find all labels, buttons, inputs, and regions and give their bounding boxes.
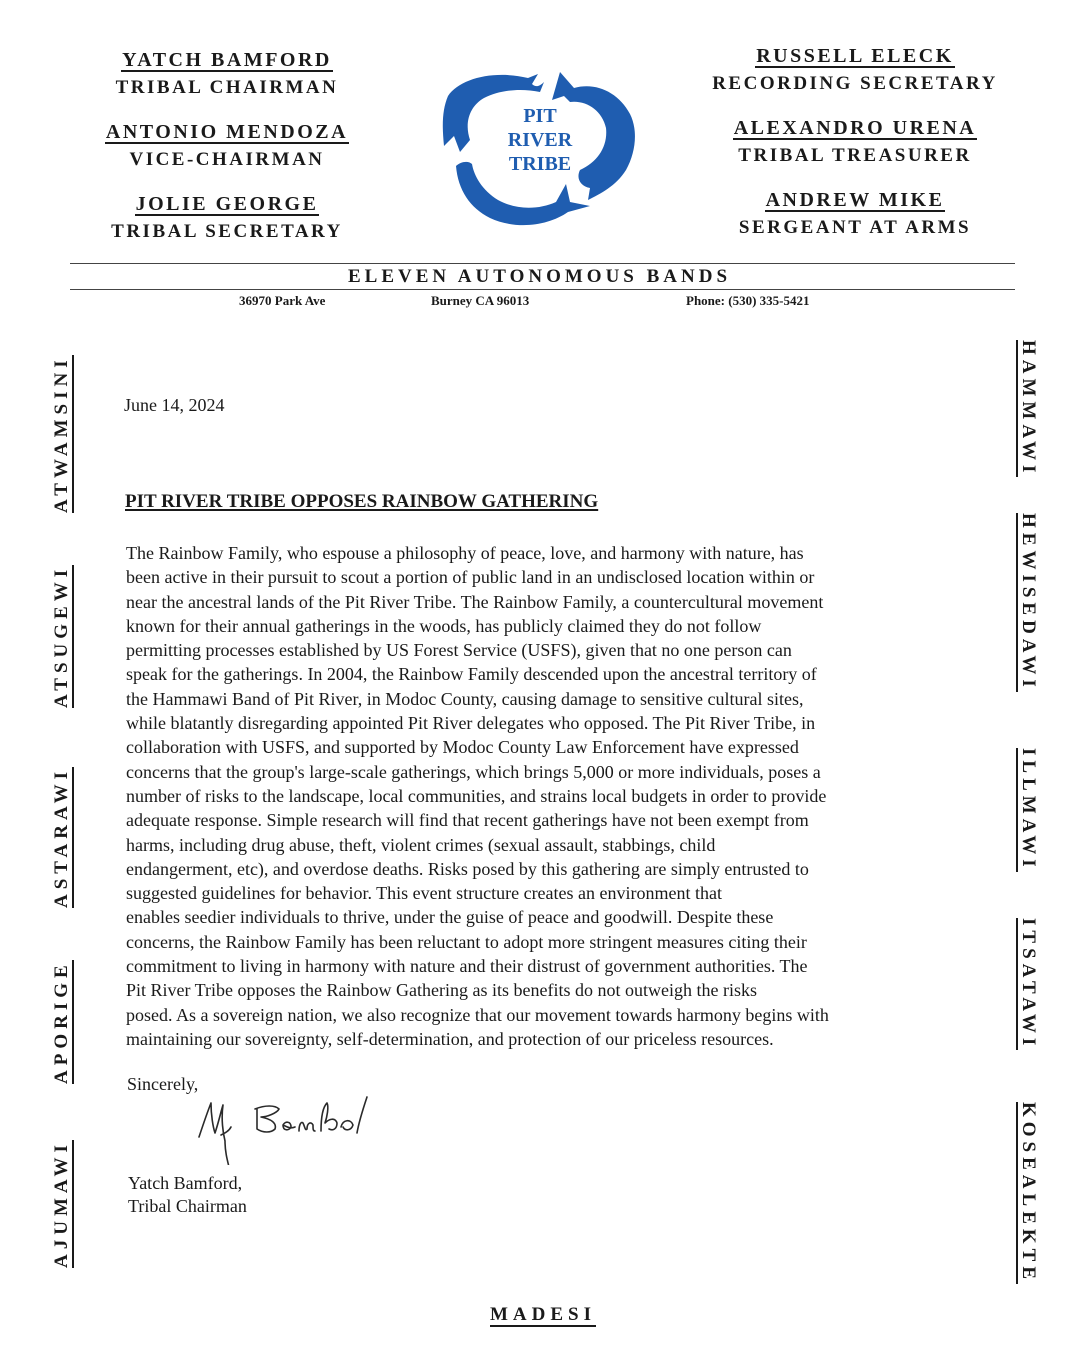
address-street: 36970 Park Ave bbox=[239, 293, 326, 308]
logo-text-tribe: TRIBE bbox=[508, 153, 572, 175]
address-city: Burney CA 96013 bbox=[431, 293, 530, 308]
body-line: posed. As a sovereign nation, we also recognize that our movement towards harmony begins with bbox=[126, 1004, 829, 1025]
body-line: the Hammawi Band of Pit River, in Modoc County, causing damage to sensitive cultural sites, bbox=[126, 688, 804, 709]
officer-name: YATCH BAMFORD bbox=[122, 49, 332, 71]
body-line: permitting processes established by US Forest Service (USFS), given that no one person can bbox=[126, 640, 792, 661]
officer-name: JOLIE GEORGE bbox=[135, 193, 319, 215]
handwritten-signature-icon bbox=[195, 1095, 395, 1165]
side-band-kosealekte: KOSEALEKTE bbox=[1018, 1102, 1039, 1284]
officer-sergeant-at-arms bbox=[690, 190, 1020, 240]
officer-name: ALEXANDRO URENA bbox=[733, 117, 977, 139]
officer-title: VICE-CHAIRMAN bbox=[129, 149, 325, 170]
body-line: while blatantly disregarding appointed Pit River delegates who opposed. The Pit River Tribe, in bbox=[126, 713, 816, 734]
side-band-hewisedawi: HEWISEDAWI bbox=[1018, 513, 1039, 692]
salmon-circle-logo-icon bbox=[440, 66, 640, 234]
body-line: suggested guidelines for behavior. This event structure creates an environment that bbox=[126, 883, 722, 904]
letter-body bbox=[126, 541, 986, 1051]
officer-name: ANTONIO MENDOZA bbox=[105, 121, 349, 143]
officer-name: RUSSELL ELECK bbox=[756, 45, 954, 67]
logo-text-pit: PIT bbox=[523, 105, 557, 127]
body-line: harms, including drug abuse, theft, violent crimes (sexual assault, stabbings, child bbox=[126, 834, 716, 855]
letter-date: June 14, 2024 bbox=[124, 395, 225, 415]
side-band-atwamsini: ATWAMSINI bbox=[51, 355, 72, 513]
body-line: collaboration with USFS, and supported by Modoc County Law Enforcement have expressed bbox=[126, 737, 799, 758]
body-line: concerns that the group's large-scale gatherings, which brings 5,000 or more individuals, poses a bbox=[126, 761, 821, 782]
side-band-ajumawi: AJUMAWI bbox=[51, 1140, 72, 1268]
body-line: maintaining our sovereignty, self-determination, and protection of our priceless resources. bbox=[126, 1028, 774, 1049]
side-band-atsugewi: ATSUGEWI bbox=[51, 564, 72, 708]
officer-vice-chairman bbox=[96, 122, 358, 172]
officer-treasurer bbox=[690, 118, 1020, 168]
body-line: known for their annual gatherings in the woods, has publicly claimed they do not follow bbox=[126, 615, 762, 636]
body-line: speak for the gatherings. In 2004, the Rainbow Family descended upon the ancestral territory of bbox=[126, 664, 817, 685]
body-line: been active in their pursuit to scout a portion of public land in an undisclosed location within or bbox=[126, 567, 815, 588]
officer-secretary bbox=[96, 194, 358, 244]
body-line: concerns, the Rainbow Family has been reluctant to adopt more stringent measures citing their bbox=[126, 931, 807, 952]
header-top-rule bbox=[70, 263, 1015, 264]
body-line: The Rainbow Family, who espouse a philosophy of peace, love, and harmony with nature, has bbox=[126, 543, 804, 563]
body-line: adequate response. Simple research will find that recent gatherings have not been exempt from bbox=[126, 810, 809, 831]
letter-closing: Sincerely, bbox=[127, 1074, 199, 1094]
side-band-astarawi: ASTARAWI bbox=[51, 766, 72, 908]
signer-block bbox=[128, 1172, 247, 1218]
officer-title: SERGEANT AT ARMS bbox=[738, 217, 972, 238]
officer-title: TRIBAL CHAIRMAN bbox=[115, 77, 339, 98]
letter-heading: PIT RIVER TRIBE OPPOSES RAINBOW GATHERING bbox=[125, 491, 599, 512]
officer-title: TRIBAL TREASURER bbox=[738, 145, 972, 166]
body-line: enables seedier individuals to thrive, under the guise of peace and goodwill. Despite these bbox=[126, 907, 774, 928]
officer-title: RECORDING SECRETARY bbox=[712, 73, 998, 94]
side-band-illmawi: ILLMAWI bbox=[1018, 748, 1039, 872]
signature bbox=[195, 1095, 395, 1165]
signer-name: Yatch Bamford, bbox=[128, 1173, 243, 1193]
body-line: commitment to living in harmony with nature and their distrust of government authorities. The bbox=[126, 956, 808, 977]
officer-name: ANDREW MIKE bbox=[765, 189, 945, 211]
bands-title: ELEVEN AUTONOMOUS BANDS bbox=[347, 266, 732, 287]
logo-text-river: RIVER bbox=[507, 129, 573, 151]
body-line: number of risks to the landscape, local communities, and strains local budgets in order to provide bbox=[126, 785, 827, 806]
officer-chairman bbox=[96, 50, 358, 100]
body-line: endangerment, etc), and overdose deaths. Risks posed by this gathering are simply entrusted to bbox=[126, 858, 809, 879]
side-band-hammawi: HAMMAWI bbox=[1018, 340, 1039, 478]
officer-title: TRIBAL SECRETARY bbox=[111, 221, 343, 242]
side-band-madesi: MADESI bbox=[490, 1304, 597, 1325]
officer-recording-secretary bbox=[690, 46, 1020, 96]
tribe-logo bbox=[440, 66, 640, 234]
body-line: Pit River Tribe opposes the Rainbow Gathering as its benefits do not outweigh the risks bbox=[126, 980, 757, 1001]
side-band-aporige: APORIGE bbox=[51, 960, 72, 1084]
signer-title: Tribal Chairman bbox=[128, 1196, 247, 1216]
header-bottom-rule bbox=[70, 289, 1015, 290]
body-line: near the ancestral lands of the Pit River Tribe. The Rainbow Family, a countercultural movement bbox=[126, 591, 824, 612]
side-band-itsatawi: ITSATAWI bbox=[1018, 918, 1039, 1051]
address-phone: Phone: (530) 335-5421 bbox=[686, 293, 810, 308]
